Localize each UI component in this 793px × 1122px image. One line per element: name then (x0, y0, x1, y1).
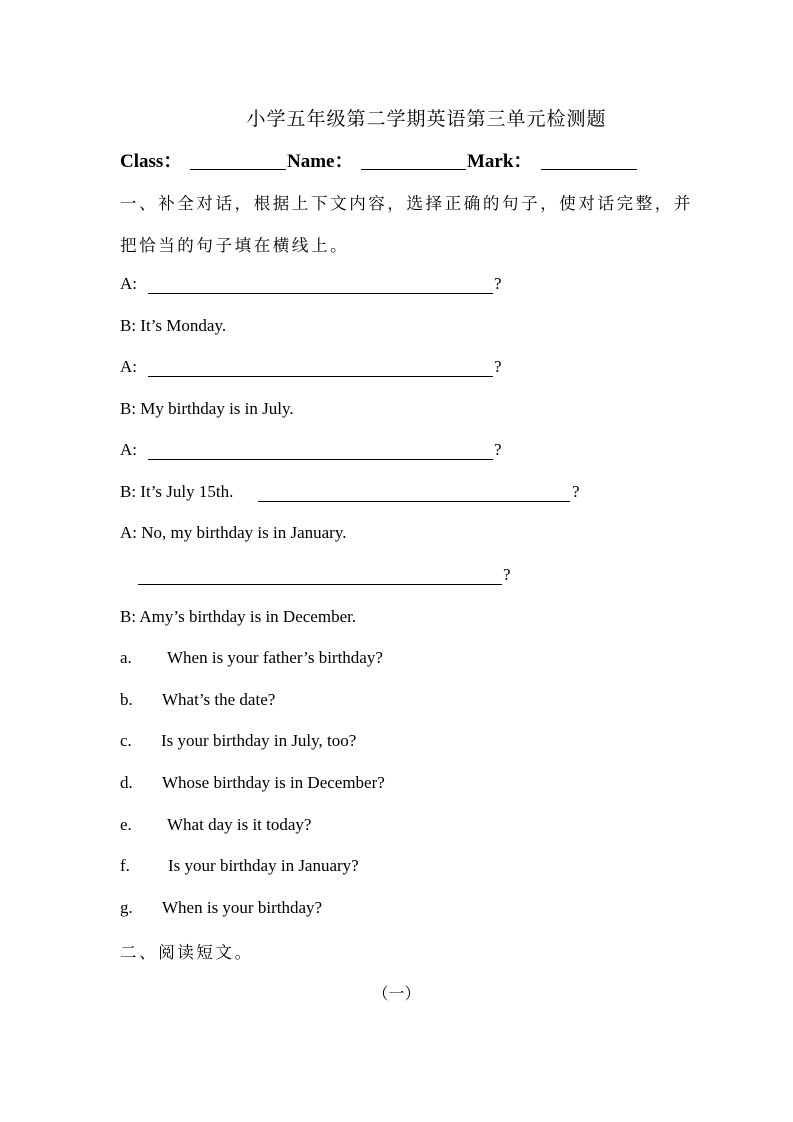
dialogue-a3-blank[interactable] (148, 459, 493, 460)
option-letter: b. (120, 690, 133, 709)
dialogue-b2: B: My birthday is in July. (120, 399, 294, 418)
option-text: When is your father’s birthday? (167, 648, 383, 667)
option-text: Is your birthday in July, too? (161, 731, 357, 750)
section1-instruction-line1: 一、补全对话，根据上下文内容，选择正确的句子，使对话完整，并 (120, 194, 693, 213)
dialogue-a1-end: ? (494, 274, 502, 293)
dialogue-b4: B: Amy’s birthday is in December. (120, 607, 357, 626)
dialogue-b1: B: It’s Monday. (120, 316, 227, 335)
dialogue-a3-end: ? (494, 440, 502, 459)
dialogue-b3-blank[interactable] (258, 501, 570, 502)
mark-label: Mark： (467, 151, 533, 172)
section1-instruction-line2: 把恰当的句子填在横线上。 (120, 236, 350, 255)
dialogue-b3: B: It’s July 15th. (120, 482, 234, 501)
option-text: When is your birthday? (162, 898, 323, 917)
option-letter: g. (120, 898, 133, 917)
dialogue-a2-end: ? (494, 357, 502, 376)
dialogue-a1-blank[interactable] (148, 293, 493, 294)
class-label: Class： (120, 151, 183, 172)
dialogue-a2-label: A: (120, 357, 137, 376)
dialogue-a2-blank[interactable] (148, 376, 493, 377)
mark-blank[interactable] (541, 169, 637, 170)
option-text: Is your birthday in January? (168, 856, 359, 875)
section2-subheading: （一） (372, 986, 421, 1003)
option-letter: c. (120, 731, 132, 750)
page-title: 小学五年级第二学期英语第三单元检测题 (246, 109, 607, 130)
option-text: Whose birthday is in December? (162, 773, 385, 792)
dialogue-a1-label: A: (120, 274, 137, 293)
dialogue-a4-blank[interactable] (138, 584, 502, 585)
section2-heading: 二、阅读短文。 (120, 943, 254, 962)
dialogue-a4: A: No, my birthday is in January. (120, 523, 347, 542)
dialogue-a4-end: ? (503, 565, 511, 584)
class-blank[interactable] (190, 169, 286, 170)
option-letter: d. (120, 773, 133, 792)
dialogue-b3-end: ? (572, 482, 580, 501)
option-letter: a. (120, 648, 132, 667)
option-text: What day is it today? (167, 815, 312, 834)
option-text: What’s the date? (162, 690, 276, 709)
name-label: Name： (287, 151, 354, 172)
dialogue-a3-label: A: (120, 440, 137, 459)
option-letter: e. (120, 815, 132, 834)
option-letter: f. (120, 856, 130, 875)
name-blank[interactable] (361, 169, 466, 170)
